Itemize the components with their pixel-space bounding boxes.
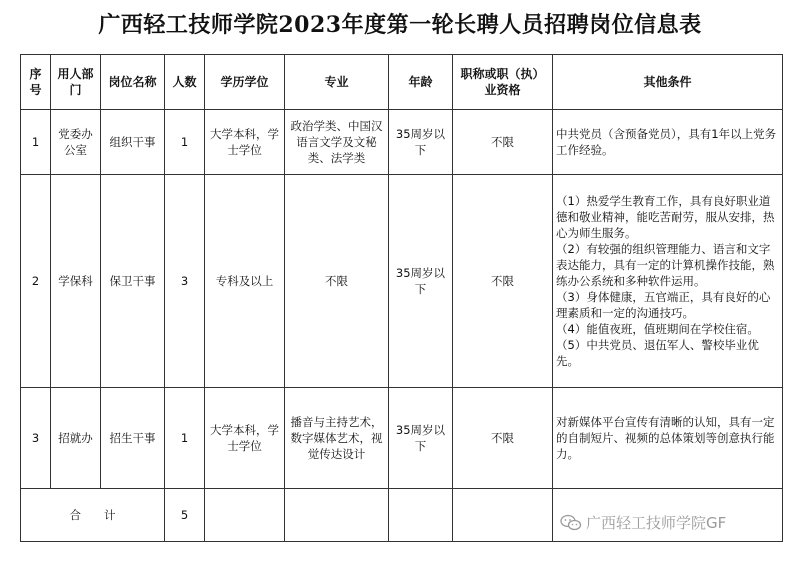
department-cell: 党委办公室 [51,110,101,175]
row-number: 2 [21,175,51,388]
condition-text: （1）热爱学生教育工作，具有良好职业道德和敬业精神，能吃苦耐劳，服从安排，热心为师生服务。 [556,194,775,240]
header-cell: 年龄 [389,55,453,110]
table-row [21,175,783,388]
qualification-cell: 不限 [453,175,553,388]
header-cell: 用人部门 [51,55,101,110]
empty-cell [389,489,453,542]
total-count: 5 [165,489,205,542]
major-cell: 政治学类、中国汉语言文学及文秘类、法学类 [285,110,389,175]
age-cell: 35周岁以下 [389,175,453,388]
page-title: 广西轻工技师学院2023年度第一轮长聘人员招聘岗位信息表 [98,12,702,38]
empty-cell [205,489,285,542]
condition-text: （2）有较强的组织管理能力、语言和文字表达能力，具有一定的计算机操作技能，熟练办公系统和多种软件运用。 [556,242,775,288]
watermark [560,512,726,533]
watermark-text: 广西轻工技师学院GF [586,514,727,532]
header-cell: 学历学位 [205,55,285,110]
header-cell: 人数 [165,55,205,110]
education-cell: 专科及以上 [205,175,285,388]
table-row [21,110,783,175]
row-number: 1 [21,110,51,175]
condition-text: 对新媒体平台宣传有清晰的认知，具有一定的自制短片、视频的总体策划等创意执行能力。 [556,415,775,461]
condition-text: （5）中共党员、退伍军人、警校毕业优先。 [556,338,759,368]
header-cell: 职称或职（执）业资格 [453,55,553,110]
qualification-cell: 不限 [453,110,553,175]
empty-cell [285,489,389,542]
major-cell: 不限 [285,175,389,388]
condition-text: （3）身体健康，五官端正，具有良好的心理素质和一定的沟通技巧。 [556,290,771,320]
count-cell: 3 [165,175,205,388]
conditions-cell [553,388,783,489]
wechat-icon [560,514,582,532]
empty-cell [453,489,553,542]
position-cell: 招生干事 [101,388,165,489]
age-cell: 35周岁以下 [389,388,453,489]
conditions-cell [553,110,783,175]
age-cell: 35周岁以下 [389,110,453,175]
table-row [21,388,783,489]
header-cell: 专业 [285,55,389,110]
condition-text: （4）能值夜班，值班期间在学校住宿。 [556,322,759,336]
qualification-cell: 不限 [453,388,553,489]
row-number: 3 [21,388,51,489]
department-cell: 学保科 [51,175,101,388]
department-cell: 招就办 [51,388,101,489]
header-cell: 其他条件 [553,55,783,110]
recruitment-table [20,54,783,542]
header-cell: 岗位名称 [101,55,165,110]
conditions-cell [553,175,783,388]
education-cell: 大学本科，学士学位 [205,388,285,489]
position-cell: 组织干事 [101,110,165,175]
major-cell: 播音与主持艺术，数字媒体艺术，视觉传达设计 [285,388,389,489]
education-cell: 大学本科，学士学位 [205,110,285,175]
position-cell: 保卫干事 [101,175,165,388]
header-cell: 序号 [21,55,51,110]
condition-text: 中共党员（含预备党员），具有1年以上党务工作经验。 [556,127,777,157]
total-label: 合 计 [21,489,165,542]
count-cell: 1 [165,388,205,489]
table-header-row [21,55,783,110]
count-cell: 1 [165,110,205,175]
